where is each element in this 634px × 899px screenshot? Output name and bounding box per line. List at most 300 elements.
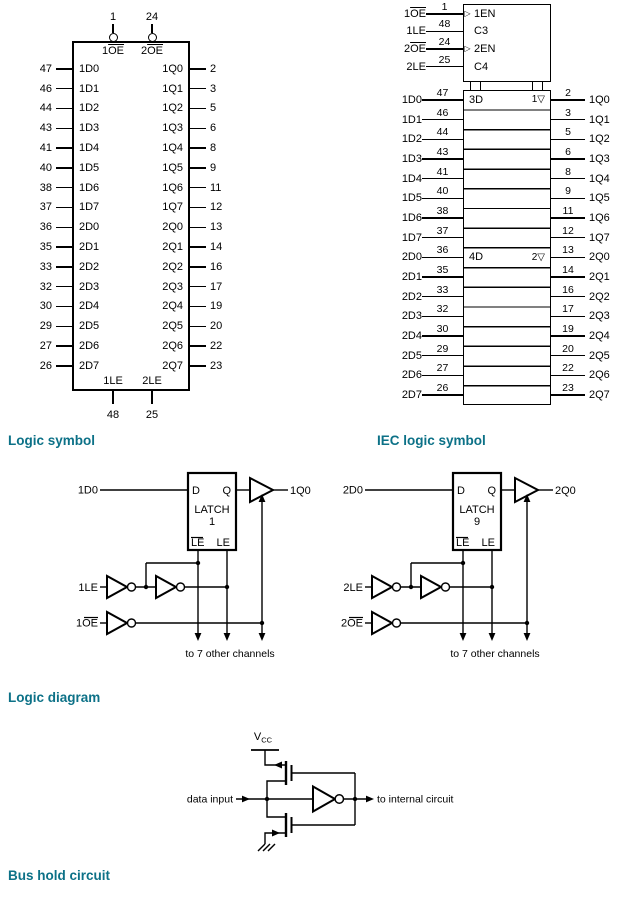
pin-row [18,99,244,119]
inverter-icon [421,576,441,598]
wire-line [551,99,585,100]
output-port-label: 1Q5 [589,192,610,205]
output-port-label: 2Q7 [589,389,610,402]
oe1-label: $1\overline{OE}$ [101,45,125,57]
three-state-triangle-icon: 1▽ [531,94,545,106]
output-arrowhead [366,796,374,803]
pin-number: 3 [565,106,571,119]
vcc-label: $V_{CC}$ [253,731,273,745]
control-input-label: $1\overline{OE}$ [403,7,426,20]
wire [56,128,72,129]
figure-logic-diagram-ch1 [40,460,330,665]
wire [190,306,206,307]
pin-number: 30 [436,323,449,336]
wire-line [551,375,585,376]
output-port-label: 1Q0 [589,93,610,106]
port-labels [72,201,190,213]
wire [56,326,72,327]
output-port-label: 2Q0 [162,221,183,234]
port-labels [72,182,190,194]
pin-row [18,118,244,138]
oe-input-label: 2OE [340,617,363,630]
pin-number: 12 [210,201,223,214]
pin-number: 44 [39,102,52,115]
latch-number: 1 [208,516,216,528]
output-port-label: 1Q2 [162,102,183,115]
wire-line [422,119,463,120]
wire-line [422,394,463,395]
control-function-label: C3 [474,25,489,38]
pin-row [18,237,244,257]
input-port-label: 1D6 [79,181,100,194]
inverter-icon [107,576,127,598]
pin-number: 26 [436,382,449,395]
port-labels [72,300,190,312]
pin-number: 40 [39,161,52,174]
cell-function-label: 3D [469,93,484,106]
wire [56,266,72,267]
oe2-label: $2\overline{OE}$ [140,45,164,57]
inverter-icon [313,787,335,812]
data-in-label: 2D0 [342,484,363,497]
pin-stem [151,391,153,404]
output-port-label: 2Q5 [162,320,183,333]
port-labels [72,162,190,174]
wire [190,227,206,228]
output-port-label: 2Q1 [162,241,183,254]
output-port-label: 2Q0 [589,251,610,264]
wire [56,108,72,109]
inverter-bubble-icon [393,583,401,591]
output-port-label: 1Q1 [162,82,183,95]
pin-number: 11 [210,181,222,194]
output-port-label: 2Q3 [589,310,610,323]
wire-line [551,276,585,277]
pin-number: 9 [565,185,571,198]
output-port-label: 1Q4 [589,172,610,185]
wire [422,382,463,405]
internal-circuit-label: to internal circuit [377,793,454,806]
pin-number: 35 [436,264,449,277]
pin-number: 8 [565,165,571,178]
pin-number: 22 [210,340,223,353]
inverter-bubble-icon [393,619,401,627]
pin-number: 29 [39,320,52,333]
pin-number: 2 [565,86,571,99]
le-label: LE [216,537,230,549]
output-port-label: 1Q7 [162,201,183,214]
output-port-label: 1Q7 [589,231,610,244]
wire-line [551,316,585,317]
wire-line [422,355,463,356]
output-port-label: 2Q5 [589,349,610,362]
pin-number: 1 [441,0,448,13]
inverter-icon [372,612,392,634]
logic-diagram-heading: Logic diagram [8,690,101,705]
pin-number: 36 [39,221,52,234]
latch-label: LATCH [459,504,495,516]
wire-line [551,257,585,258]
input-port-label: 2D3 [79,280,100,293]
wire-line [551,355,585,356]
port-labels [72,142,190,154]
pin-number: 23 [210,359,223,372]
pin-number: 27 [436,362,449,375]
port-labels [72,360,190,372]
wire [190,88,206,89]
wire-line [422,257,463,258]
wire [56,246,72,247]
pin-row [18,336,244,356]
output-port-label: 2Q3 [162,280,183,293]
pin-number: 6 [210,122,217,135]
output-port-label: 2Q7 [162,359,183,372]
data-out-label: 1Q0 [290,485,311,497]
control-function-label: C4 [474,60,489,73]
port-labels [72,320,190,332]
wire [56,88,72,89]
d-label: D [192,485,200,497]
pin-number: 43 [39,122,52,135]
le-bar-label: LE [191,537,205,549]
input-port-label: 2D7 [79,359,100,372]
pin-number: 19 [562,323,574,336]
wire [190,246,206,247]
input-port-label: 2D4 [401,330,422,343]
latch-label: LATCH [194,504,230,516]
port-labels [72,340,190,352]
pin-number: 20 [210,320,223,333]
pin-number: 16 [210,260,223,273]
pin-row [18,178,244,198]
output-port-label: 2Q2 [589,290,610,303]
pmos-transistor-icon [286,761,292,785]
pin-number: 48 [106,409,120,421]
pin-number: 11 [562,204,574,217]
wire [56,167,72,168]
figure-bus-hold-circuit [170,720,500,870]
pin-row [18,217,244,237]
inverter-bubble-icon [442,583,450,591]
pin-row [18,198,244,218]
wire-line [422,178,463,179]
pin-number: 37 [436,224,449,237]
pin-number: 1 [109,11,117,23]
pin-number: 25 [438,53,451,66]
pin-number: 32 [436,303,449,316]
wire-line [422,296,463,297]
wire [190,68,206,69]
pin-stem [112,24,114,33]
pin-number: 3 [210,82,217,95]
wire [56,306,72,307]
wire-line [422,217,463,218]
output-port-label: 2Q4 [162,300,183,313]
d-label: D [457,485,465,497]
input-port-label: 2D4 [79,300,100,313]
input-port-label: 1D3 [401,152,422,165]
input-port-label: 1D1 [401,113,422,126]
polarity-wedge-icon: ▷ [464,9,471,19]
pin-number: 44 [436,126,449,139]
wire [426,53,463,76]
pin-number: 5 [210,102,217,115]
pin-number: 35 [39,241,52,254]
wire-line [422,237,463,238]
latch-number: 9 [473,516,481,528]
pin-row [18,138,244,158]
pin-row [18,59,244,79]
wire [190,266,206,267]
active-low-bubble-icon [109,33,118,42]
output-port-label: 2Q6 [589,369,610,382]
wire-line [422,335,463,336]
wire [190,167,206,168]
bus-hold-heading: Bus hold circuit [8,868,111,883]
junction-dot [265,797,269,801]
oe-input-label: 1OE [75,617,98,630]
input-port-label: 1D4 [401,172,422,185]
wire-line [551,198,585,199]
wire [190,108,206,109]
wire-line [551,178,585,179]
pin-number: 38 [436,204,449,217]
pin-number: 46 [436,106,449,119]
control-row [388,18,568,41]
figure-logic-symbol [0,0,330,455]
pin-number: 9 [210,161,217,174]
pin-number: 24 [145,11,159,23]
input-port-label: 2D2 [79,260,100,273]
pin-number: 12 [562,224,574,237]
input-port-label: 2D1 [79,241,100,254]
data-out-label: 2Q0 [555,485,576,497]
output-port-label: 1Q3 [589,152,610,165]
le-input-label: 1LE [78,582,98,594]
inverter-icon [156,576,176,598]
junction-dot [353,797,357,801]
output-port-label: 1Q6 [589,211,610,224]
iec-block-leg [470,81,481,90]
control-input-label: $2\overline{OE}$ [403,42,426,55]
output-port-label: 1Q4 [162,142,183,155]
pin-number: 13 [562,244,574,257]
wire-line [422,158,463,159]
input-port-label: 2D6 [79,340,100,353]
pin-number: 24 [438,35,451,48]
pin-number: 36 [436,244,449,257]
inverter-bubble-icon [177,583,185,591]
wire-line [551,119,585,120]
wire [190,187,206,188]
input-port-label: 1D3 [79,122,100,135]
wire [56,345,72,346]
wire [56,147,72,148]
pin-number: 19 [210,300,223,313]
port-labels [72,281,190,293]
wire-line [551,237,585,238]
wire-line [422,139,463,140]
wire [56,286,72,287]
inverter-icon [372,576,392,598]
input-arrowhead [242,796,250,803]
input-port-label: 1D0 [401,93,422,106]
wire-line [551,139,585,140]
input-port-label: 1D6 [401,211,422,224]
wire-line [422,198,463,199]
data-in-label: 1D0 [77,484,98,497]
control-row [388,35,568,58]
wire-line [422,99,463,100]
pin-number: 43 [436,145,449,158]
pin-number: 2 [210,62,217,75]
port-labels [72,83,190,95]
output-port-label: 1Q0 [162,62,183,75]
input-port-label: 2D6 [401,369,422,382]
port-labels [72,122,190,134]
wire-line [422,316,463,317]
wire-line [426,13,463,14]
input-port-label: 2D0 [79,221,100,234]
input-port-label: 2D2 [401,290,422,303]
input-port-label: 1D5 [401,192,422,205]
inverter-bubble-icon [335,795,343,803]
pin-number: 38 [39,181,52,194]
output-port-label: 1Q6 [162,181,183,194]
port-labels [72,221,190,233]
q-label: Q [487,485,496,497]
pin-row [18,257,244,277]
wire [190,345,206,346]
input-port-label: 1D7 [401,231,422,244]
wire-line [551,217,585,218]
iec-logic-symbol-heading: IEC logic symbol [377,433,486,448]
input-port-label: 1D1 [79,82,100,95]
inverter-bubble-icon [128,583,136,591]
pin-number: 6 [565,145,571,158]
wire-line [426,48,463,49]
pin-number: 25 [145,409,159,421]
iec-control-rows [388,0,568,75]
data-row [388,382,634,405]
input-port-label: 1D5 [79,161,100,174]
pmos-arrow [274,762,282,769]
output-port-label: 2Q1 [589,271,610,284]
port-labels [72,241,190,253]
other-channels-note: to 7 other channels [450,648,540,660]
output-port-label: 2Q2 [162,260,183,273]
latch-cell [463,251,551,263]
pin-number: 33 [436,283,449,296]
pin-number: 41 [39,142,52,155]
input-port-label: 2D7 [401,389,422,402]
wire [190,365,206,366]
output-port-label: 1Q3 [162,122,183,135]
input-port-label: 2D5 [401,349,422,362]
wire-line [422,276,463,277]
input-port-label: 2D3 [401,310,422,323]
pin-stem [112,391,114,404]
pin-number: 16 [562,283,574,296]
le1-label: 1LE [103,375,123,387]
wire [551,382,585,405]
pin-row [18,158,244,178]
output-port-label: 2Q6 [162,340,183,353]
pin-number: 26 [39,359,52,372]
wire-line [426,31,463,32]
pin-number: 41 [436,165,449,178]
inverter-icon [107,612,127,634]
control-function-label: 2EN [474,42,496,55]
pin-number: 22 [562,362,574,375]
le-label: LE [481,537,495,549]
le-bar-label: LE [456,537,470,549]
pin-number: 30 [39,300,52,313]
pin-number: 48 [438,18,451,31]
pin-number: 33 [39,260,52,273]
pin-number: 32 [39,280,52,293]
wire [56,227,72,228]
pin-row [18,316,244,336]
nmos-arrow [272,830,280,837]
pin-number: 13 [210,221,223,234]
pin-number: 17 [210,280,223,293]
port-labels [72,102,190,114]
pin-number: 23 [562,382,574,395]
wire-line [551,296,585,297]
input-port-label: 2D0 [401,251,422,264]
pin-number: 5 [565,126,571,139]
latch-cell [463,94,551,106]
output-port-label: 1Q1 [589,113,610,126]
pin-number: 14 [562,264,574,277]
wire-line [551,158,585,159]
pin-number: 8 [210,142,217,155]
pin-number: 46 [39,82,52,95]
pin-rows [18,59,244,376]
port-labels [72,63,190,75]
pin-number: 29 [436,342,449,355]
control-input-label: 1LE [406,25,426,38]
input-port-label: 1D2 [79,102,100,115]
pin-row [18,356,244,376]
pin-stem [151,24,153,33]
wire-line [426,66,463,67]
output-port-label: 1Q2 [589,133,610,146]
wire-line [551,394,585,395]
wire [56,365,72,366]
wire [56,187,72,188]
cell-function-label: 4D [469,251,484,264]
pin-row [18,297,244,317]
figure-iec-logic-symbol [380,0,634,455]
pin-number: 37 [39,201,52,214]
wire [190,147,206,148]
wire [56,68,72,69]
logic-symbol-heading: Logic symbol [8,433,96,448]
polarity-wedge-icon: ▷ [464,44,471,54]
input-port-label: 2D5 [79,320,100,333]
figure-logic-diagram-ch9 [305,460,595,665]
input-port-label: 1D4 [79,142,100,155]
input-port-label: 1D0 [79,62,100,75]
le-input-label: 2LE [343,582,363,594]
q-label: Q [222,485,231,497]
output-port-label: 1Q5 [162,161,183,174]
pin-row [18,79,244,99]
output-port-label: 2Q4 [589,330,610,343]
wire [190,207,206,208]
